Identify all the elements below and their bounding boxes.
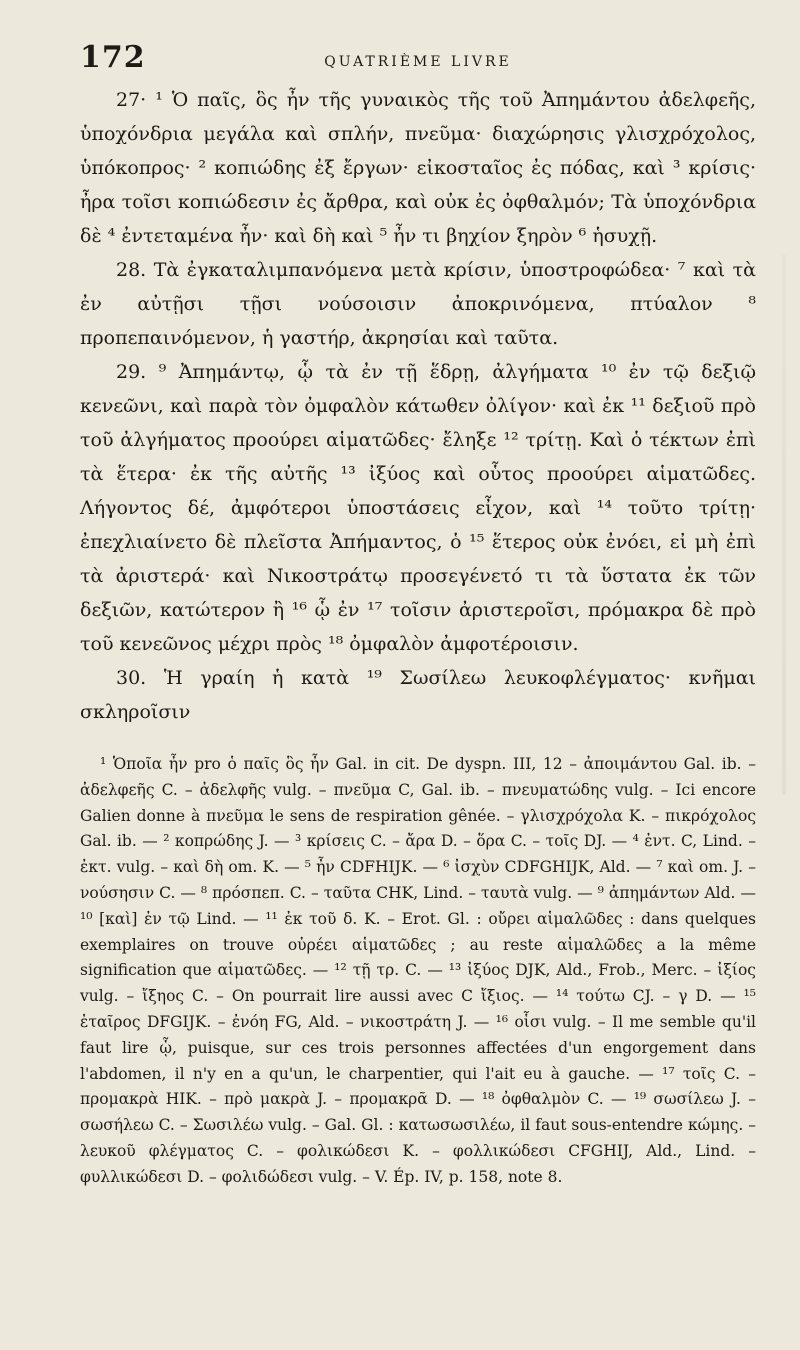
footnotes <box>80 752 756 1191</box>
footnote-block: ¹ Ὁποῖα ἦν pro ὁ παῖς ὃς ἦν Gal. in cit. De dyspn. III, 12 – ἀποιμάντου Gal. ib. – ἀδελφεῆς C. – ἀδελφῆς vulg. – πνεῦμα C, Gal. ib. – πνευματώδης vulg. – Ici encore Galien donne à πνεῦμα le sens de respiration gênée. – γλισχρόχολα K. – πικρόχολος Gal. ib. — ² κοπρώδης J. — ³ κρίσεις C. – ἄρα D. – ὅρα C. – τοῖς DJ. — ⁴ ἐντ. C, Lind. – ἐκτ. vulg. – καὶ δὴ om. K. — ⁵ ἦν CDFHIJK. — ⁶ ἰσχὺν CDFGHIJK, Ald. — ⁷ καὶ om. J. – νούσησιν C. — ⁸ πρόσπεπ. C. – ταῦτα CHK, Lind. – ταυτὰ vulg. — ⁹ ἀπημάντων Ald. — ¹⁰ [καὶ] ἐν τῷ Lind. — ¹¹ ἐκ τοῦ δ. K. – Erot. Gl. : οὔρει αἱμαλῶδες : dans quelques exemplaires on trouve οὐρέει αἱματῶδες ; au reste αἱμαλῶδες a la même signification que αἱματῶδες. — ¹² τῇ τρ. C. — ¹³ ἰξύος DJK, Ald., Frob., Merc. – ἰξίος vulg. – ἴξηος C. – On pourrait lire aussi avec C ἴξιος. — ¹⁴ τούτω CJ. – γ D. — ¹⁵ ἑταῖρος DFGIJK. – ἐνόη FG, Ald. – νικοστράτη J. — ¹⁶ οἷσι vulg. – Il me semble qu'il faut lire ᾧ, puisque, sur ces trois personnes affectées d'un engorgement dans l'abdomen, il n'y en a qu'un, le charpentier, qui l'ait eu à gauche. — ¹⁷ τοῖς C. – προμακρὰ HIK. – πρὸ μακρὰ J. – προμακρᾶ D. — ¹⁸ ὀφθαλμὸν C. — ¹⁹ σωσίλεω J. – σωσήλεω C. – Σωσιλέω vulg. – Gal. Gl. : κατωσωσιλέω, il faut sous-entendre κώμης. – λευκοῦ φλέγματος C. – φολικώδεσι K. – φολλικώδεσι CFGHIJ, Ald., Lind. – φυλλικώδεσι D. – φολιδώδεσι vulg. – V. Ép. IV, p. 158, note 8. <box>80 755 756 1186</box>
main-greek-text <box>80 83 756 729</box>
page-header <box>80 40 756 80</box>
section-29: 29. ⁹ Ἀπημάντῳ, ᾧ τὰ ἐν τῇ ἕδρῃ, ἀλγήματα ¹⁰ ἐν τῷ δεξιῷ κενεῶνι, καὶ παρὰ τὸν ὀμφαλὸν κάτωθεν ὀλίγον· καὶ ἐκ ¹¹ δεξιοῦ πρὸ τοῦ ἀλγήματος προούρει αἱματῶδες· ἔληξε ¹² τρίτῃ. Καὶ ὁ τέκτων ἐπὶ τὰ ἕτερα· ἐκ τῆς αὐτῆς ¹³ ἰξύος καὶ οὗτος προούρει αἱματῶδες. Λήγοντος δέ, ἀμφότεροι ὑποστάσεις εἶχον, καὶ ¹⁴ τοῦτο τρίτῃ· ἐπεχλιαίνετο δὲ πλεῖστα Ἀπήμαντος, ὁ ¹⁵ ἕτερος οὐκ ἐνόει, εἰ μὴ ἐπὶ τὰ ἀριστερά· καὶ Νικοστράτῳ προσεγένετό τι τὰ ὕστατα ἐκ τῶν δεξιῶν, κατώτερον ἢ ¹⁶ ᾧ ἐν ¹⁷ τοῖσιν ἀριστεροῖσι, πρόμακρα δὲ πρὸ τοῦ κενεῶνος μέχρι πρὸς ¹⁸ ὀμφαλὸν ἀμφοτέροισιν. <box>80 361 756 655</box>
running-head: QUATRIÈME LIVRE <box>324 54 512 70</box>
page-number: 172 <box>80 40 146 75</box>
show-through-shadow <box>782 255 786 795</box>
section-27: 27· ¹ Ὁ παῖς, ὃς ἦν τῆς γυναικὸς τῆς τοῦ Ἀπημάντου ἀδελφεῆς, ὑποχόνδρια μεγάλα καὶ σπλήν, πνεῦμα· διαχώρησις γλισχρόχολος, ὑπόκοπρος· ² κοπιώδης ἐξ ἔργων· εἰκοσταῖος ἐς πόδας, καὶ ³ κρίσις· ἦρα τοῖσι κοπιώδεσιν ἐς ἄρθρα, καὶ οὐκ ἐς ὀφθαλμόν; Τὰ ὑποχόνδρια δὲ ⁴ ἐντεταμένα ἦν· καὶ δὴ καὶ ⁵ ἦν τι βηχίον ξηρὸν ⁶ ἡσυχῇ. <box>80 89 756 247</box>
section-28: 28. Τὰ ἐγκαταλιμπανόμενα μετὰ κρίσιν, ὑποστροφώδεα· ⁷ καὶ τὰ ἐν αὐτῇσι τῇσι νούσοισιν ἀποκρινόμενα, πτύαλον ⁸ προπεπαινόμενον, ἡ γαστήρ, ἀκρησίαι καὶ ταῦτα. <box>80 259 756 349</box>
section-30: 30. Ἡ γραίη ἡ κατὰ ¹⁹ Σωσίλεω λευκοφλέγματος· κνῆμαι σκληροῖσιν <box>80 667 756 723</box>
